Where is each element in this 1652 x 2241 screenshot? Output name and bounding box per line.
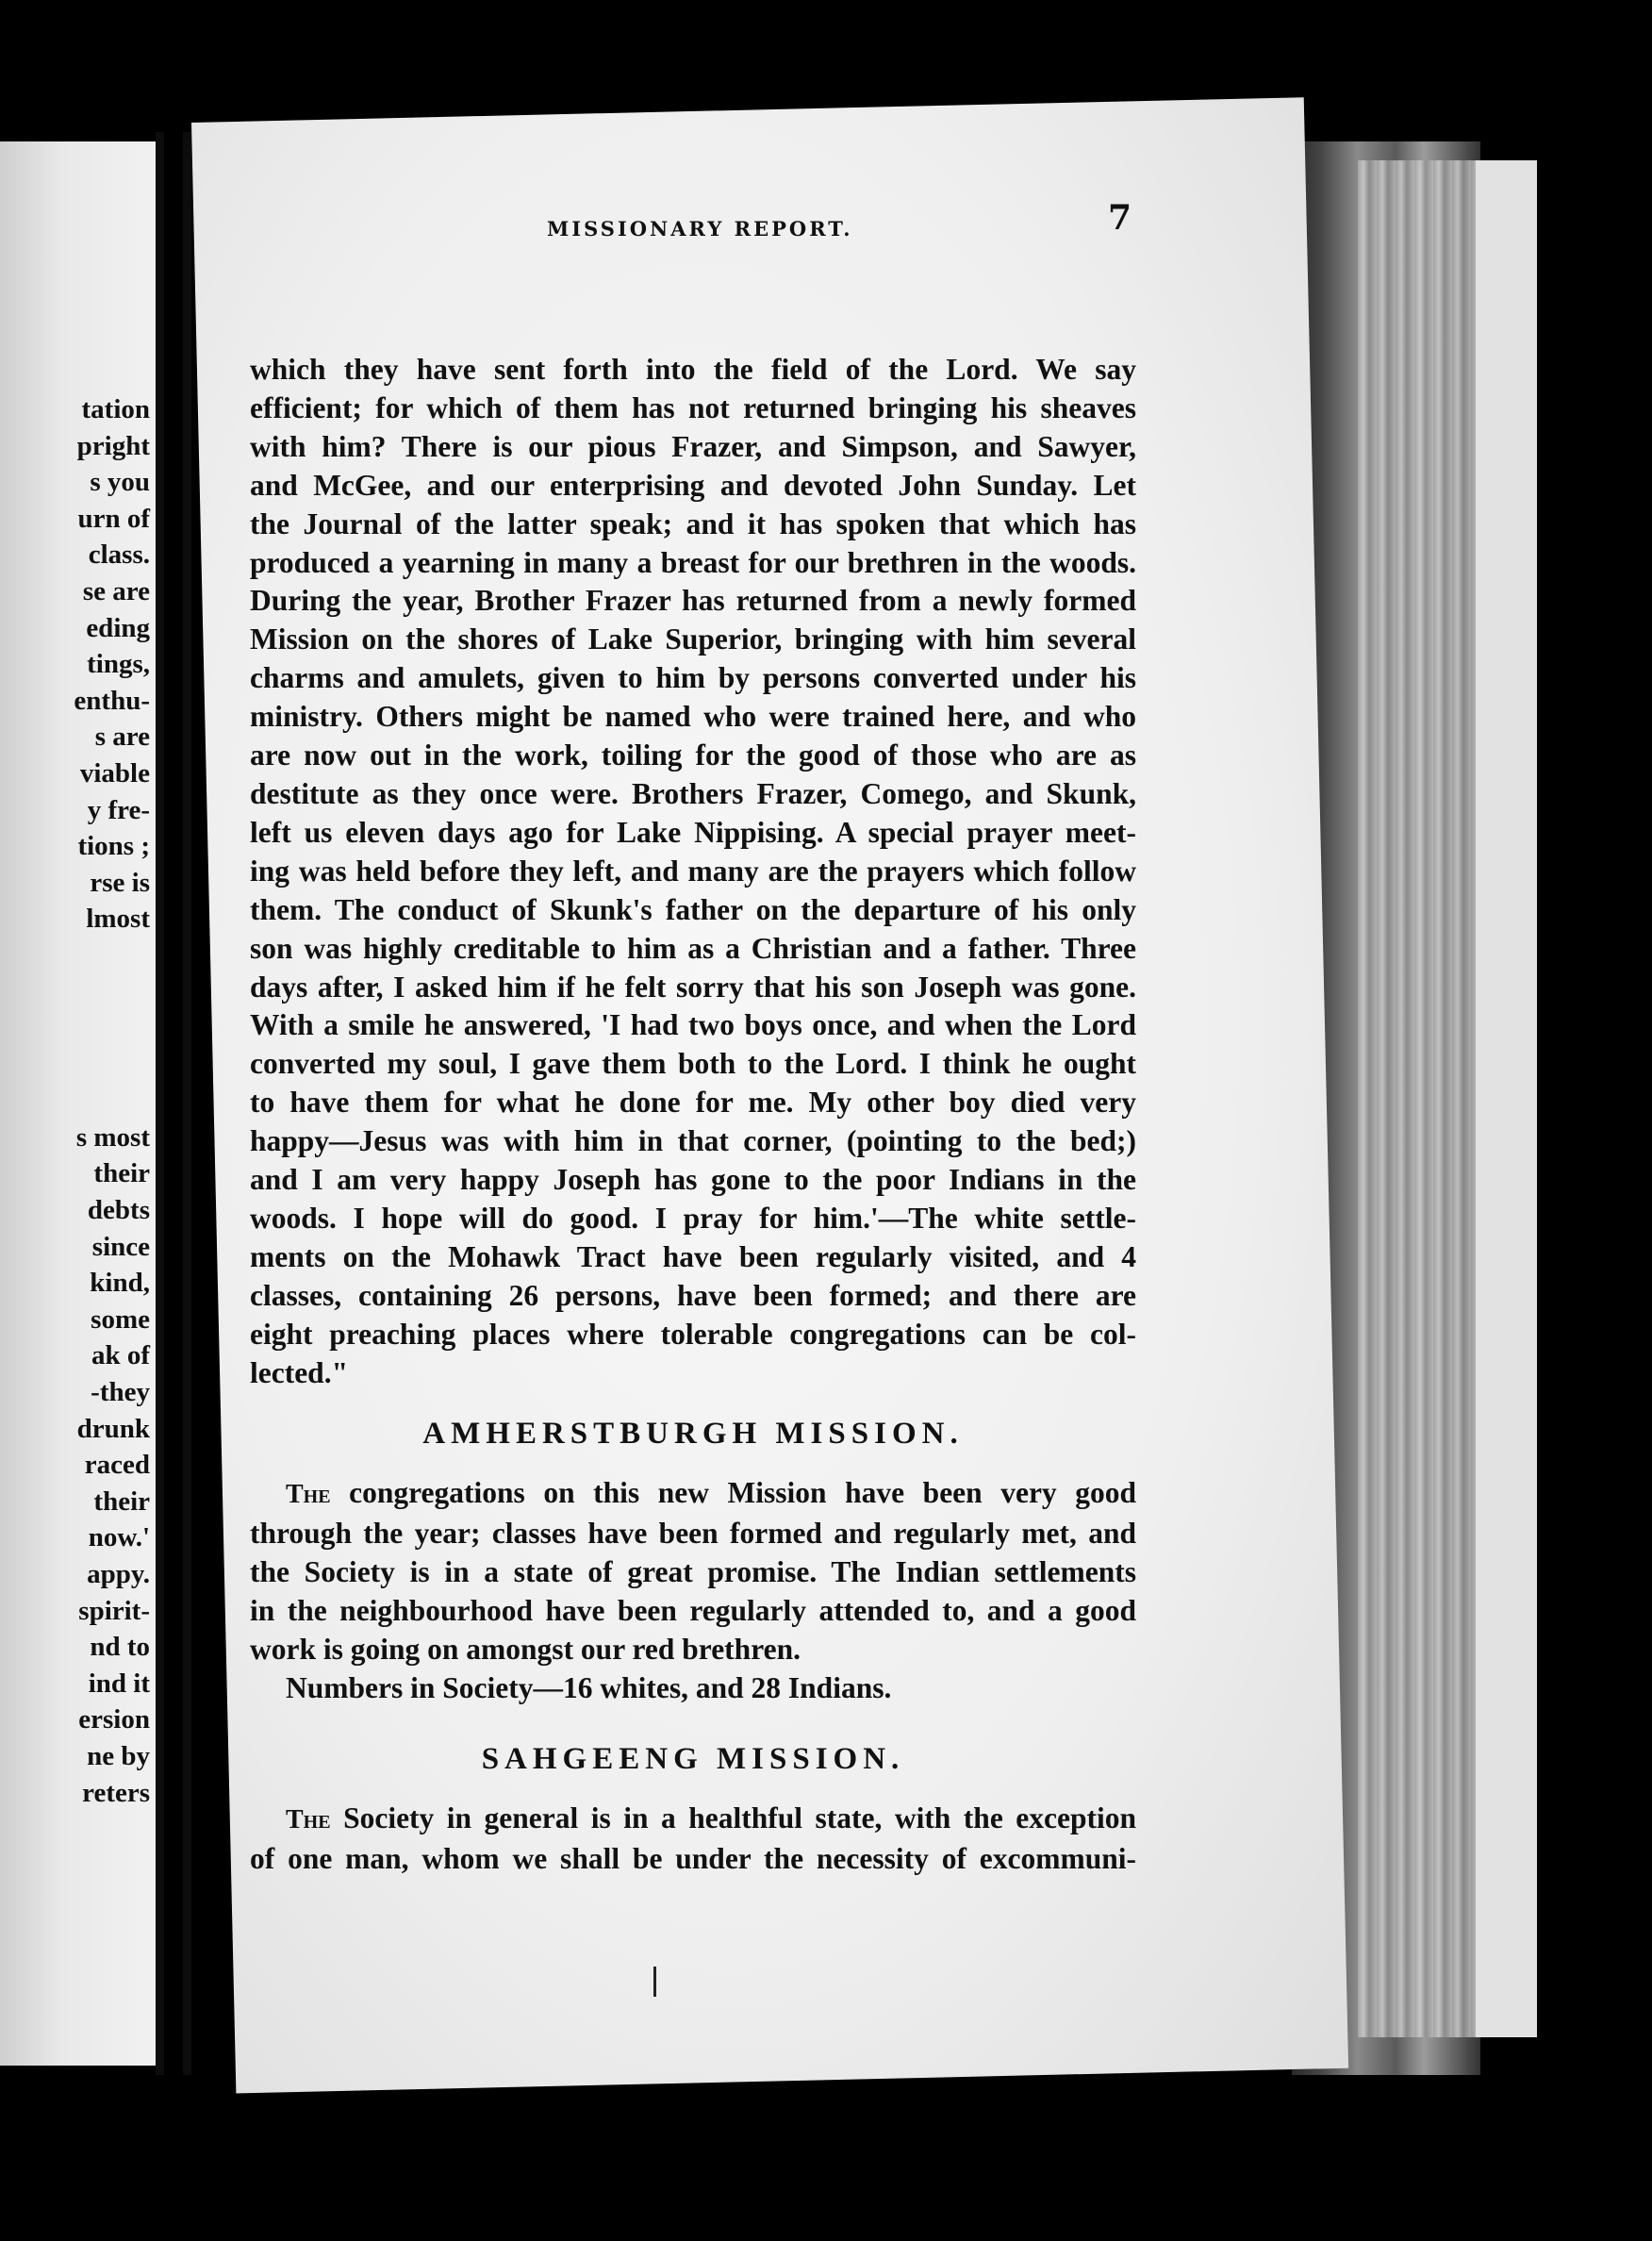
page-body	[250, 351, 1136, 1879]
text-line: through the year; classes have been formed and regularly met, and	[250, 1517, 1136, 1551]
left-fragment: eding	[86, 612, 150, 643]
text-line: left us eleven days ago for Lake Nippising. A special prayer meet-	[250, 815, 1136, 849]
ink-mark	[653, 1967, 656, 1997]
left-fragment: -they	[91, 1377, 150, 1408]
text-line: classes, containing 26 persons, have been formed; and there are	[250, 1278, 1136, 1312]
text-line: During the year, Brother Frazer has returned from a newly formed	[250, 584, 1136, 618]
left-fragment	[74, 1047, 150, 1084]
section-paragraph	[250, 1515, 1136, 1631]
left-fragment: reters	[82, 1777, 150, 1808]
left-fragment: their	[93, 1158, 150, 1189]
text-line: to have them for what he done for me. My other boy died very	[250, 1086, 1136, 1120]
text-line: converted my soul, I gave them both to the Lord. I think he ought	[250, 1047, 1136, 1081]
section-line: of one man, whom we shall be under the necessity of excommuni-	[250, 1841, 1136, 1875]
left-fragment: drunk	[76, 1413, 150, 1444]
report-paragraph	[250, 351, 1136, 1354]
text-line: ments on the Mohawk Tract have been regularly visited, and 4	[250, 1239, 1136, 1273]
text-line: the Society is in a state of great promise. The Indian settlements	[250, 1555, 1136, 1589]
page-number: 7	[1108, 198, 1132, 238]
left-fragment	[74, 938, 150, 974]
left-fragment: since	[91, 1231, 150, 1262]
left-fragment: ersion	[78, 1704, 150, 1735]
text-line: destitute as they once were. Brothers Frazer, Comego, and Skunk,	[250, 776, 1136, 810]
back-cover-edge	[1476, 160, 1537, 2037]
left-fragment: urn of	[77, 503, 150, 534]
left-fragment: y fre-	[87, 794, 150, 825]
drop-word: The	[286, 1804, 331, 1834]
left-page-text-fragments	[74, 391, 150, 1811]
left-fragment: s you	[90, 467, 150, 498]
left-fragment: s are	[94, 722, 150, 753]
gutter-rule	[164, 132, 183, 2075]
left-fragment: rse is	[90, 867, 150, 898]
text-line: are now out in the work, toiling for the good of those who are as	[250, 739, 1136, 772]
left-fragment: ne by	[87, 1740, 150, 1771]
text-line: With a smile he answered, 'I had two boys once, and when the Lord	[250, 1008, 1136, 1042]
left-facing-page	[0, 141, 156, 2066]
left-fragment: tions ;	[77, 831, 150, 862]
left-fragment: viable	[79, 757, 150, 788]
text-line: produced a yearning in many a breast for our brethren in the woods.	[250, 545, 1136, 579]
text-line: happy—Jesus was with him in that corner, (pointing to the bed;)	[250, 1124, 1136, 1158]
text-line: charms and amulets, given to him by persons converted under his	[250, 661, 1136, 695]
text-line: ministry. Others might be named who were trained here, and who	[250, 700, 1136, 734]
left-fragment: their	[93, 1486, 150, 1517]
left-fragment: appy.	[87, 1559, 150, 1589]
left-fragment: some	[91, 1303, 150, 1335]
left-fragment: s most	[75, 1121, 150, 1153]
running-head: MISSIONARY REPORT.	[547, 217, 853, 241]
section-first-line-text: congregations on this new Mission have been very good	[349, 1476, 1137, 1510]
section-first-line	[250, 1474, 1136, 1515]
left-fragment: tation	[81, 394, 150, 424]
text-line: with him? There is our pious Frazer, and Simpson, and Sawyer,	[250, 429, 1136, 463]
left-fragment: raced	[84, 1450, 150, 1481]
left-fragment	[74, 974, 150, 1011]
left-fragment: se are	[82, 575, 150, 606]
page-edges	[1358, 160, 1480, 2037]
text-line: and I am very happy Joseph has gone to the poor Indians in the	[250, 1163, 1136, 1197]
left-fragment: tings,	[87, 649, 150, 680]
section-heading-amherstburgh: AMHERSTBURGH MISSION.	[422, 1417, 964, 1452]
left-fragment	[74, 1010, 150, 1047]
text-line: the Journal of the latter speak; and it has spoken that which has	[250, 506, 1136, 540]
left-fragment	[74, 1083, 150, 1120]
left-fragment: kind,	[90, 1268, 150, 1299]
text-line: woods. I hope will do good. I pray for him.'—The white settle-	[250, 1201, 1136, 1235]
text-line: son was highly creditable to him as a Christian and a father. Three	[250, 931, 1136, 965]
left-fragment: lmost	[86, 904, 150, 935]
left-fragment: nd to	[90, 1632, 150, 1663]
paragraph-last-line: lected."	[250, 1355, 349, 1389]
text-line: in the neighbourhood have been regularly attended to, and a good	[250, 1594, 1136, 1628]
text-line: which they have sent forth into the field of the Lord. We say	[250, 353, 1136, 386]
section-first-line	[250, 1800, 1136, 1840]
left-fragment: now.'	[88, 1522, 150, 1553]
left-fragment: class.	[88, 540, 150, 571]
text-line: eight preaching places where tolerable congregations can be col-	[250, 1317, 1136, 1351]
left-fragment: ak of	[91, 1340, 150, 1371]
left-fragment: ind it	[88, 1668, 150, 1699]
text-line: days after, I asked him if he felt sorry that his son Joseph was gone.	[250, 970, 1136, 1004]
section-last-line: work is going on amongst our red brethren.	[250, 1633, 801, 1666]
section-first-line-text: Society in general is in a healthful state, with the exception	[343, 1801, 1137, 1834]
left-fragment: enthu-	[74, 685, 150, 716]
drop-word: The	[286, 1480, 331, 1510]
text-line: efficient; for which of them has not returned bringing his sheaves	[250, 390, 1136, 424]
text-line: and McGee, and our enterprising and devoted John Sunday. Let	[250, 468, 1136, 502]
left-fragment: spirit-	[78, 1595, 150, 1626]
text-line: them. The conduct of Skunk's father on the departure of his only	[250, 892, 1136, 926]
text-line: ing was held before they left, and many are the prayers which follow	[250, 854, 1136, 888]
section-heading-sahgeeng: SAHGEENG MISSION.	[481, 1741, 905, 1776]
left-fragment: debts	[87, 1195, 150, 1226]
society-numbers: Numbers in Society—16 whites, and 28 Indians.	[286, 1670, 892, 1704]
left-fragment: pright	[76, 430, 150, 461]
text-line: Mission on the shores of Lake Superior, bringing with him several	[250, 622, 1136, 656]
